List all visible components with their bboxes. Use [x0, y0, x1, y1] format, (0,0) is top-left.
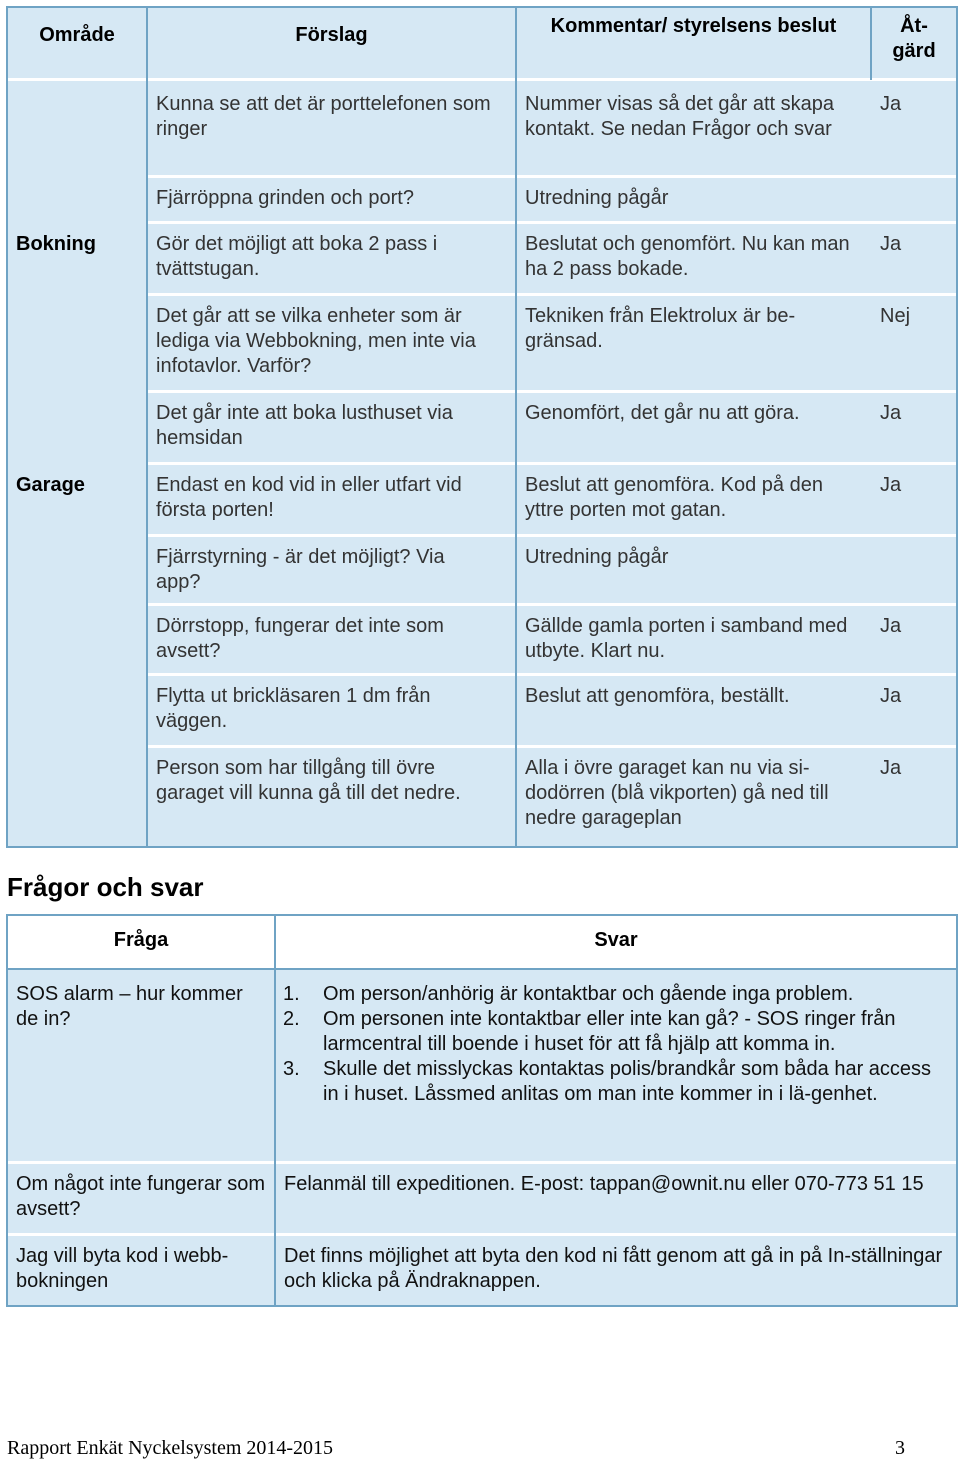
comment-cell: Genomfört, det går nu att göra. — [525, 402, 800, 424]
comment-cell: Utredning pågår — [525, 187, 669, 209]
action-cell: Ja — [880, 615, 902, 637]
action-cell: Ja — [880, 233, 902, 255]
faq-title: Frågor och svar — [7, 872, 204, 902]
action-cell: Ja — [880, 474, 902, 496]
area-label-bokning: Bokning — [16, 233, 96, 255]
comment-cell: Nummer visas så det går att skapa kontakt. Se nedan Frågor och svar — [525, 93, 835, 140]
proposal-cell: Det går inte att boka lusthuset via hemsidan — [156, 402, 453, 449]
action-cell: Ja — [880, 685, 902, 707]
faq-answer-cell: Felanmäl till expeditionen. E-post: tappan@ownit.nu eller 070-773 51 15 — [284, 1173, 924, 1195]
page-number: 3 — [895, 1437, 905, 1459]
header-comment: Kommentar/ styrelsens beslut — [550, 15, 837, 37]
proposal-cell: Endast en kod vid in eller utfart vid första porten! — [156, 474, 462, 521]
proposal-cell: Det går att se vilka enheter som är lediga via Webbokning, men inte via infotavlor. Varför? — [156, 305, 476, 377]
area-label-garage: Garage — [16, 474, 85, 496]
action-cell: Ja — [880, 93, 902, 115]
action-cell: Ja — [880, 402, 902, 424]
header-proposal: Förslag — [295, 24, 368, 46]
faq-question-cell: SOS alarm – hur kommer de in? — [16, 983, 243, 1030]
faq-answer-list — [283, 982, 948, 1107]
faq-header-question: Fråga — [113, 929, 169, 951]
comment-cell: Alla i övre garaget kan nu via si-dodörren (blå vikporten) gå ned till nedre garageplan — [525, 757, 829, 829]
list-item: 1. Om person/anhörig är kontaktbar och gående inga problem. — [283, 983, 854, 1005]
proposal-cell: Fjärrstyrning - är det möjligt? Via app? — [156, 546, 445, 593]
comment-cell: Utredning pågår — [525, 546, 669, 568]
faq-question-cell: Jag vill byta kod i webb-bokningen — [16, 1245, 229, 1292]
comment-cell: Beslut att genomföra. Kod på den yttre porten mot gatan. — [525, 474, 823, 521]
action-cell: Nej — [880, 305, 911, 327]
comment-cell: Beslutat och genomfört. Nu kan man ha 2 pass bokade. — [525, 233, 850, 280]
proposal-cell: Flytta ut brickläsaren 1 dm från väggen. — [156, 685, 431, 732]
list-item: 2. Om personen inte kontaktbar eller inte kan gå? - SOS ringer från larmcentral till boende i huset för att få hjälp att komma in. — [283, 1008, 896, 1055]
comment-cell: Beslut att genomföra, beställt. — [525, 685, 790, 707]
faq-header-answer: Svar — [594, 929, 638, 951]
comment-cell: Gällde gamla porten i samband med utbyte. Klart nu. — [525, 615, 848, 662]
footer-report-title: Rapport Enkät Nyckelsystem 2014-2015 — [7, 1437, 334, 1459]
proposal-cell: Fjärröppna grinden och port? — [156, 187, 414, 209]
faq-question-cell: Om något inte fungerar som avsett? — [16, 1173, 266, 1220]
proposal-cell: Person som har tillgång till övre garaget vill kunna gå till det nedre. — [156, 757, 461, 804]
faq-answer-cell: Det finns möjlighet att byta den kod ni fått genom att gå in på In-ställningar och klicka på Ändraknappen. — [284, 1245, 943, 1292]
proposal-cell: Dörrstopp, fungerar det inte som avsett? — [156, 615, 444, 662]
header-action: Åt-gärd — [892, 15, 936, 62]
header-area: Område — [39, 24, 115, 46]
list-item: 3. Skulle det misslyckas kontaktas polis/brandkår som båda har access in i huset. Låssmed anlitas om man inte kommer in i lä-genhet. — [283, 1058, 932, 1105]
proposal-cell: Gör det möjligt att boka 2 pass i tvättstugan. — [156, 233, 438, 280]
action-cell: Ja — [880, 757, 902, 779]
comment-cell: Tekniken från Elektrolux är be-gränsad. — [525, 305, 796, 352]
proposal-cell: Kunna se att det är porttelefonen som ringer — [156, 93, 491, 140]
